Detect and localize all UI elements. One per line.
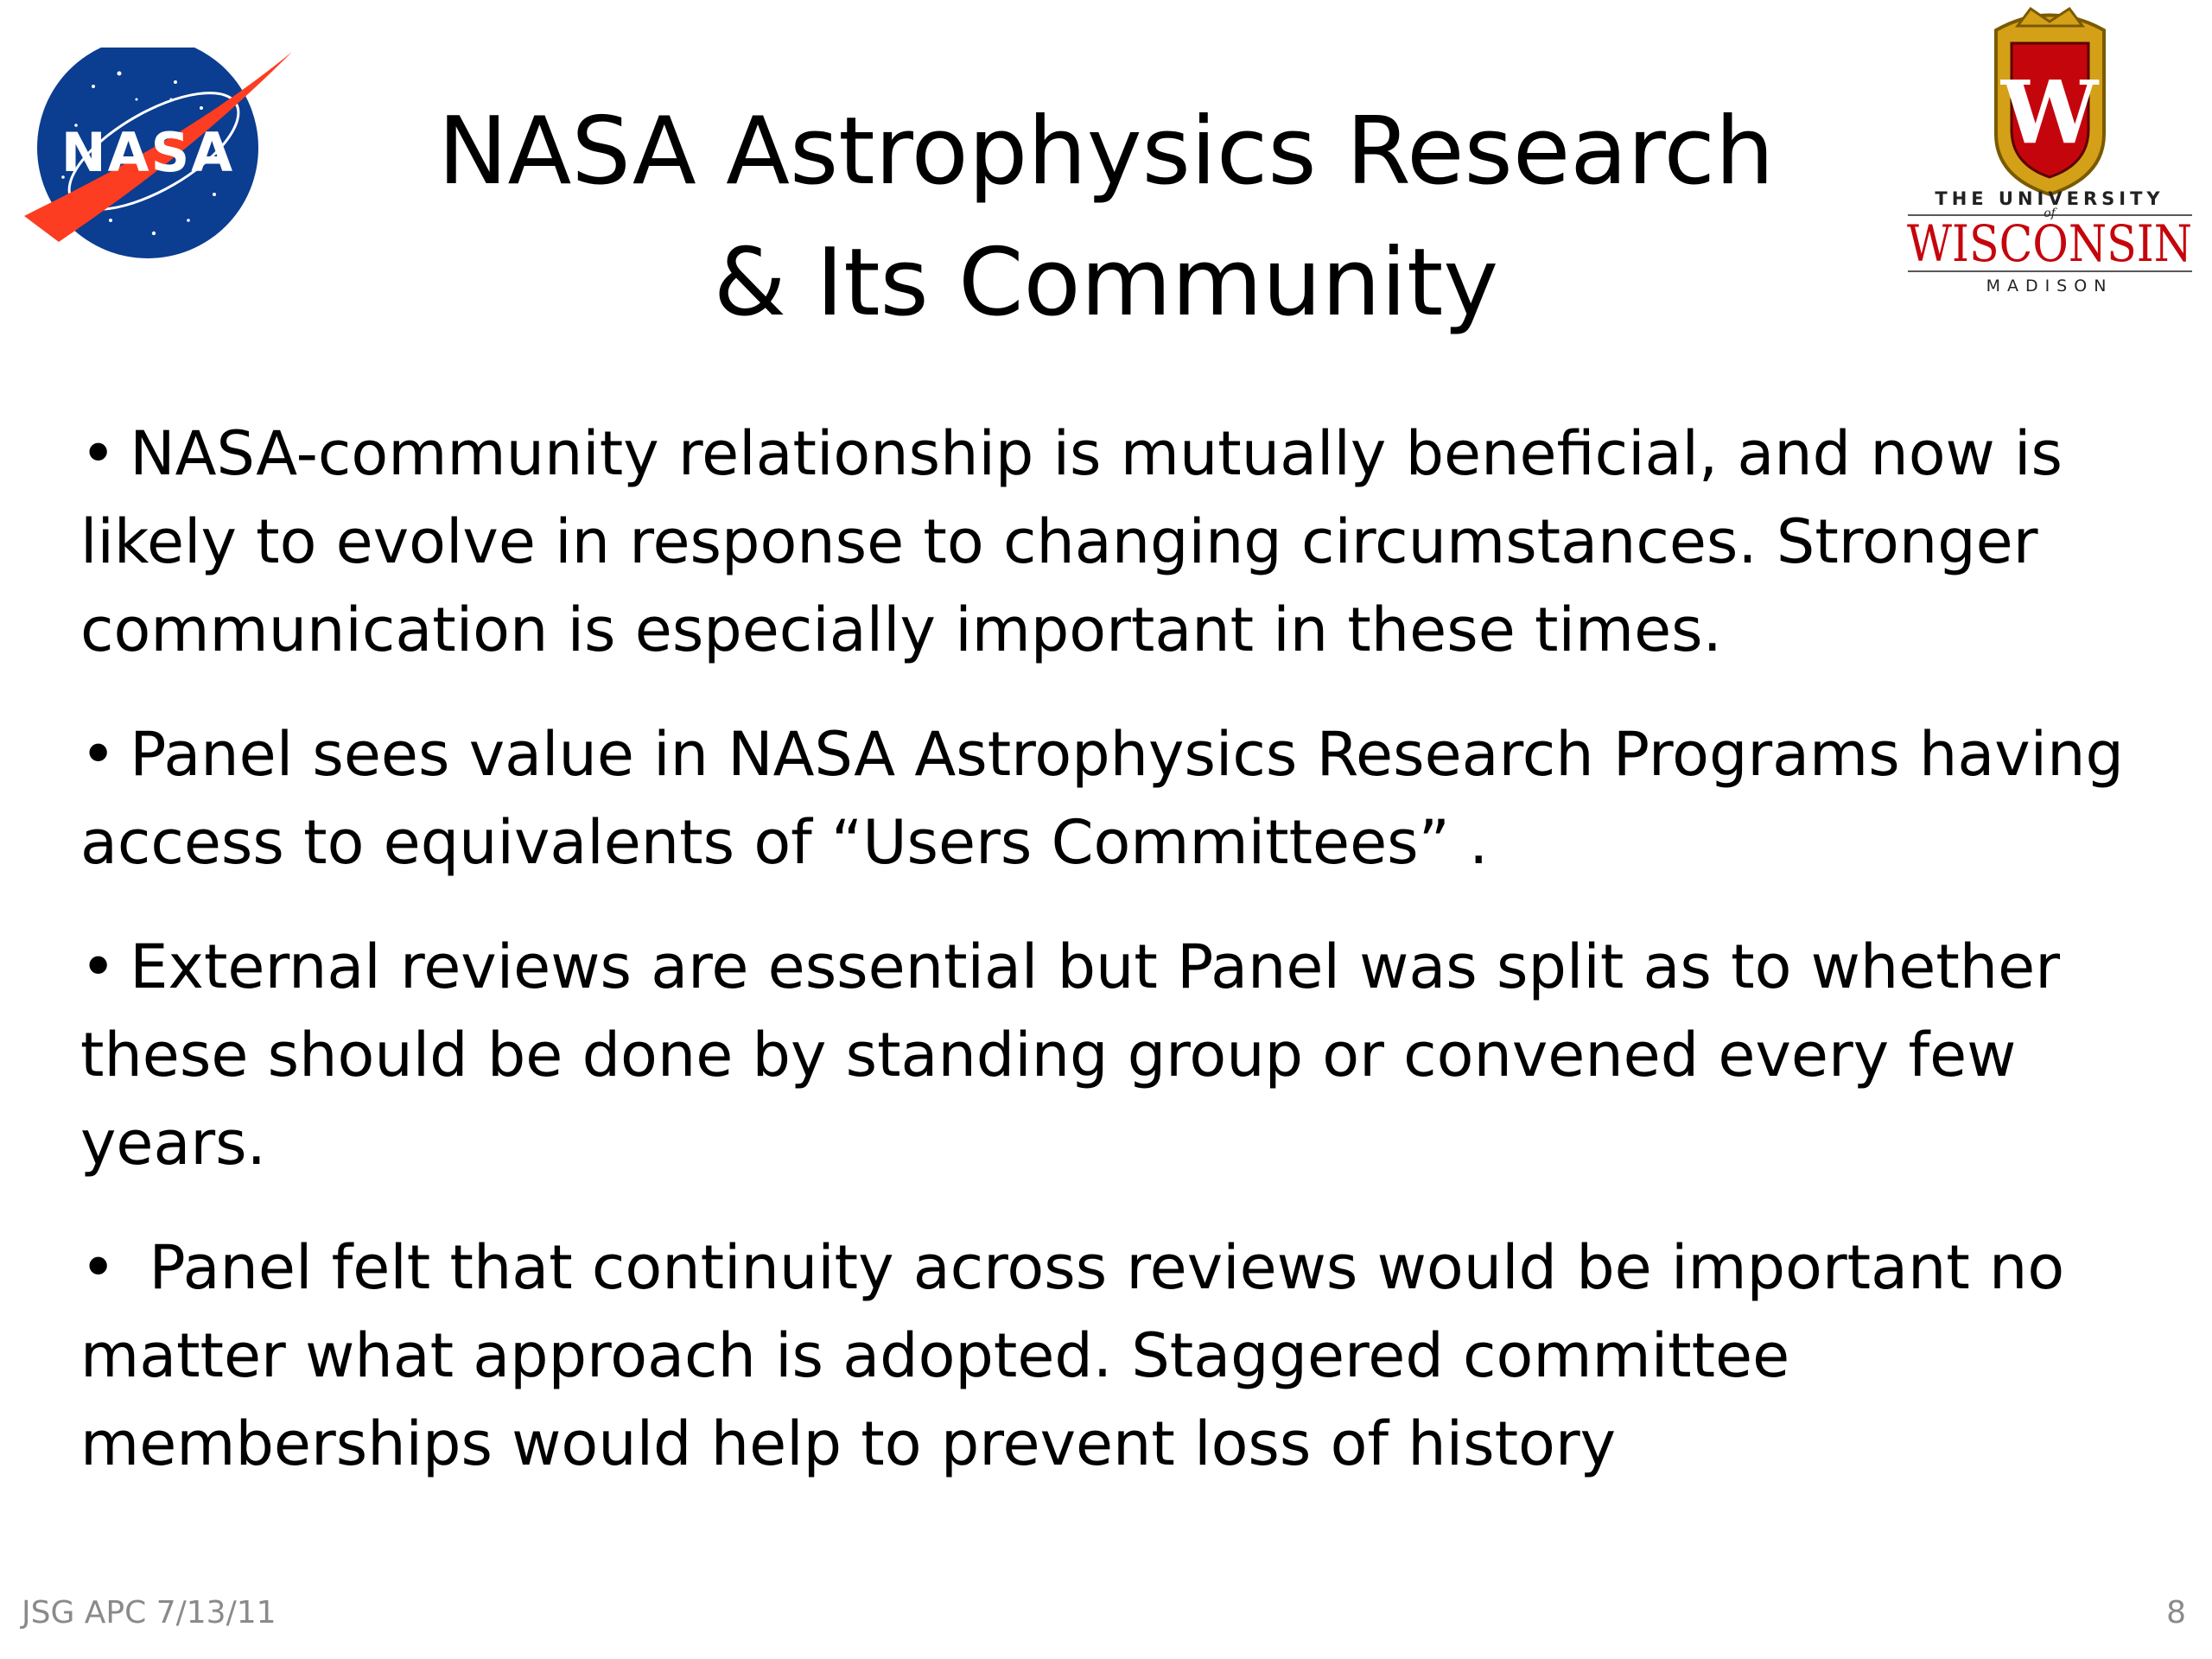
bullet-marker: • xyxy=(80,1232,117,1303)
bullet-marker: • xyxy=(80,418,117,489)
uw-line-of: of xyxy=(2044,207,2056,220)
uw-line-2: WISCONSIN xyxy=(1907,214,2192,273)
footer-text: JSG APC 7/13/11 xyxy=(22,1595,276,1630)
bullet-item xyxy=(80,410,2154,674)
slide-title-line-2: & Its Community xyxy=(713,229,1499,337)
slide-number: 8 xyxy=(2166,1595,2186,1630)
bullet-item xyxy=(80,710,2154,887)
slide-title-line-1: NASA Astrophysics Research xyxy=(437,98,1775,206)
bullet-item xyxy=(80,923,2154,1187)
nasa-logo-icon xyxy=(24,48,301,268)
bullet-item xyxy=(80,1224,2154,1488)
uw-line-1: THE UNIVERSITY xyxy=(1935,188,2164,209)
bullet-marker: • xyxy=(80,719,117,790)
bullet-list xyxy=(80,410,2154,1524)
nasa-logo-text: NASA xyxy=(60,121,235,184)
bullet-marker: • xyxy=(80,931,117,1002)
uw-line-3: MADISON xyxy=(1986,276,2113,296)
bullet-text: Panel sees value in NASA Astrophysics Research Programs having access to equivalents of “Users Committees” . xyxy=(80,719,2124,878)
bullet-text: External reviews are essential but Panel was split as to whether these should be done by standing group or convened every few years. xyxy=(80,931,2061,1179)
uw-crest-letter: W xyxy=(2000,61,2099,163)
slide-title xyxy=(328,86,1884,349)
bullet-text: NASA-community relationship is mutually beneficial, and now is likely to evolve in response to changing circumstances. Stronger communication is especially important in these times. xyxy=(80,418,2063,665)
bullet-text: Panel felt that continuity across reviews would be important no matter what approach is adopted. Staggered committee memberships would help to prevent loss of history xyxy=(80,1232,2065,1479)
uw-madison-logo-icon xyxy=(1901,4,2199,302)
